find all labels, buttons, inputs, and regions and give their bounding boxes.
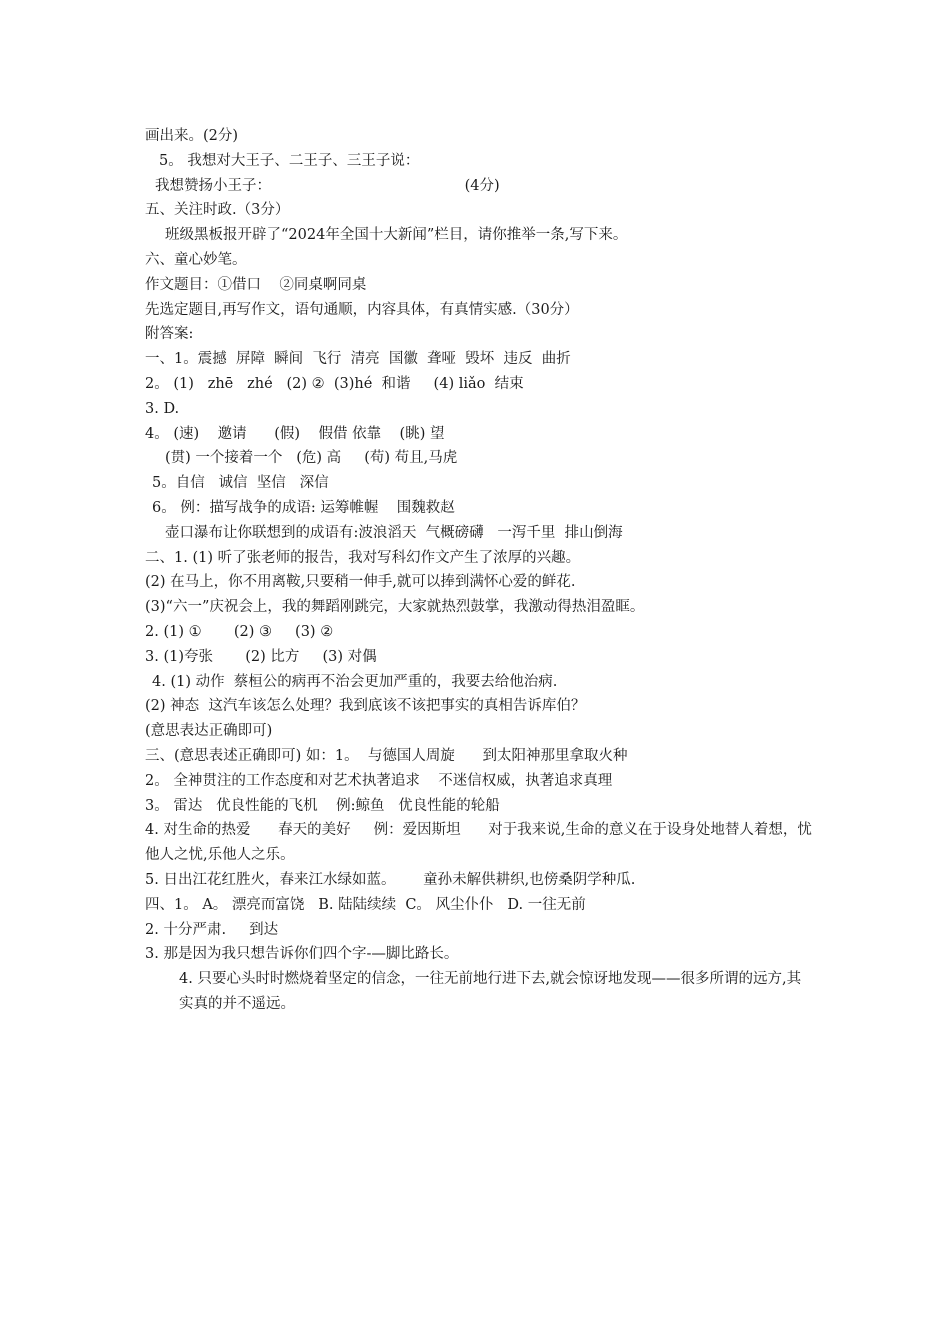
- text-line: 5。 我想对大王子、二王子、三王子说：: [159, 152, 420, 169]
- text-line: (2) 在马上，你不用离鞍,只要稍一伸手,就可以捧到满怀心爱的鲜花.: [145, 574, 576, 591]
- text-line: 3. D.: [145, 400, 180, 417]
- text-line: 2. (1) ① (2) ③ (3) ②: [145, 623, 334, 640]
- text-line: 作文题目：①借口 ②同桌啊同桌: [145, 276, 367, 293]
- text-line: 5。自信 诚信 坚信 深信: [152, 475, 329, 492]
- section-heading: 四、1。 A。 漂亮而富饶 B. 陆陆续续 C。 风尘仆仆 D. 一往无前: [145, 896, 586, 913]
- text-line: 班级黑板报开辟了“2024年全国十大新闻”栏目，请你推举一条,写下来。: [165, 227, 628, 244]
- section-heading: 三、(意思表述正确即可) 如：1。 与德国人周旋 到太阳神那里拿取火种: [145, 747, 628, 764]
- text-line: 画出来。(2分): [145, 128, 239, 144]
- text-line: 2. 十分严肃. 到达: [145, 921, 279, 938]
- text-line: 2。 (1) zhē zhé (2) ② (3)hé 和谐 (4) liǎo 结束: [145, 375, 524, 392]
- text-line: 一、1。震撼 屏障 瞬间 飞行 清亮 国徽 聋哑 毁坏 违反 曲折: [145, 351, 571, 368]
- section-heading: 二、1. (1) 听了张老师的报告，我对写科幻作文产生了浓厚的兴趣。: [145, 549, 581, 566]
- text-line: 先选定题目,再写作文，语句通顺，内容具体，有真情实感.（30分）: [145, 301, 579, 318]
- text-line: 4. (1) 动作 蔡桓公的病再不治会更加严重的，我要去给他治病.: [152, 673, 558, 690]
- text-line: (贯) 一个接着一个 (危) 高 (苟) 苟且,马虎: [165, 450, 458, 467]
- text-paragraph: 4. 只要心头时时燃烧着坚定的信念，一往无前地行进下去,就会惊讶地发现——很多所谓的远方,其实真的并不遥远。: [179, 971, 802, 1012]
- text-line: 壶口瀑布让你联想到的成语有:波浪滔天 气概磅礴 一泻千里 排山倒海: [165, 524, 623, 541]
- text-line: 3. (1)夸张 (2) 比方 (3) 对偶: [145, 648, 377, 665]
- text-line: 4。 (速) 邀请 (假) 假借 依靠 (眺) 望: [145, 425, 445, 442]
- section-heading: 六、童心妙笔。: [145, 251, 247, 268]
- text-line: 3。 雷达 优良性能的飞机 例:鲸鱼 优良性能的轮船: [145, 797, 500, 814]
- text-line: 6。 例：描写战争的成语: 运筹帷幄 围魏救赵: [152, 499, 455, 516]
- text-line: (2) 神态 这汽车该怎么处理？我到底该不该把事实的真相告诉库伯？: [145, 698, 586, 715]
- text-line: 2。 全神贯注的工作态度和对艺术执著追求 不迷信权威，执著追求真理: [145, 772, 613, 789]
- section-heading: 五、关注时政.（3分）: [145, 202, 290, 219]
- text-line: 3. 那是因为我只想告诉你们四个字-—脚比路长。: [145, 946, 459, 963]
- text-paragraph: 4. 对生命的热爱 春天的美好 例：爱因斯坦 对于我来说,生命的意义在于设身处地替人着想，忧他人之忧,乐他人之乐。: [145, 822, 812, 864]
- text-line: 我想赞扬小王子： (4分): [155, 177, 500, 194]
- text-line: 5. 日出江花红胜火，春来江水绿如蓝。 童孙未解供耕织,也傍桑阴学种瓜.: [145, 871, 636, 888]
- text-line: (意思表达正确即可): [145, 723, 273, 740]
- document-body: [145, 124, 815, 1017]
- answer-heading: 附答案:: [145, 326, 194, 343]
- text-line: (3)“六一”庆祝会上，我的舞蹈刚跳完，大家就热烈鼓掌，我激动得热泪盈眶。: [145, 599, 645, 616]
